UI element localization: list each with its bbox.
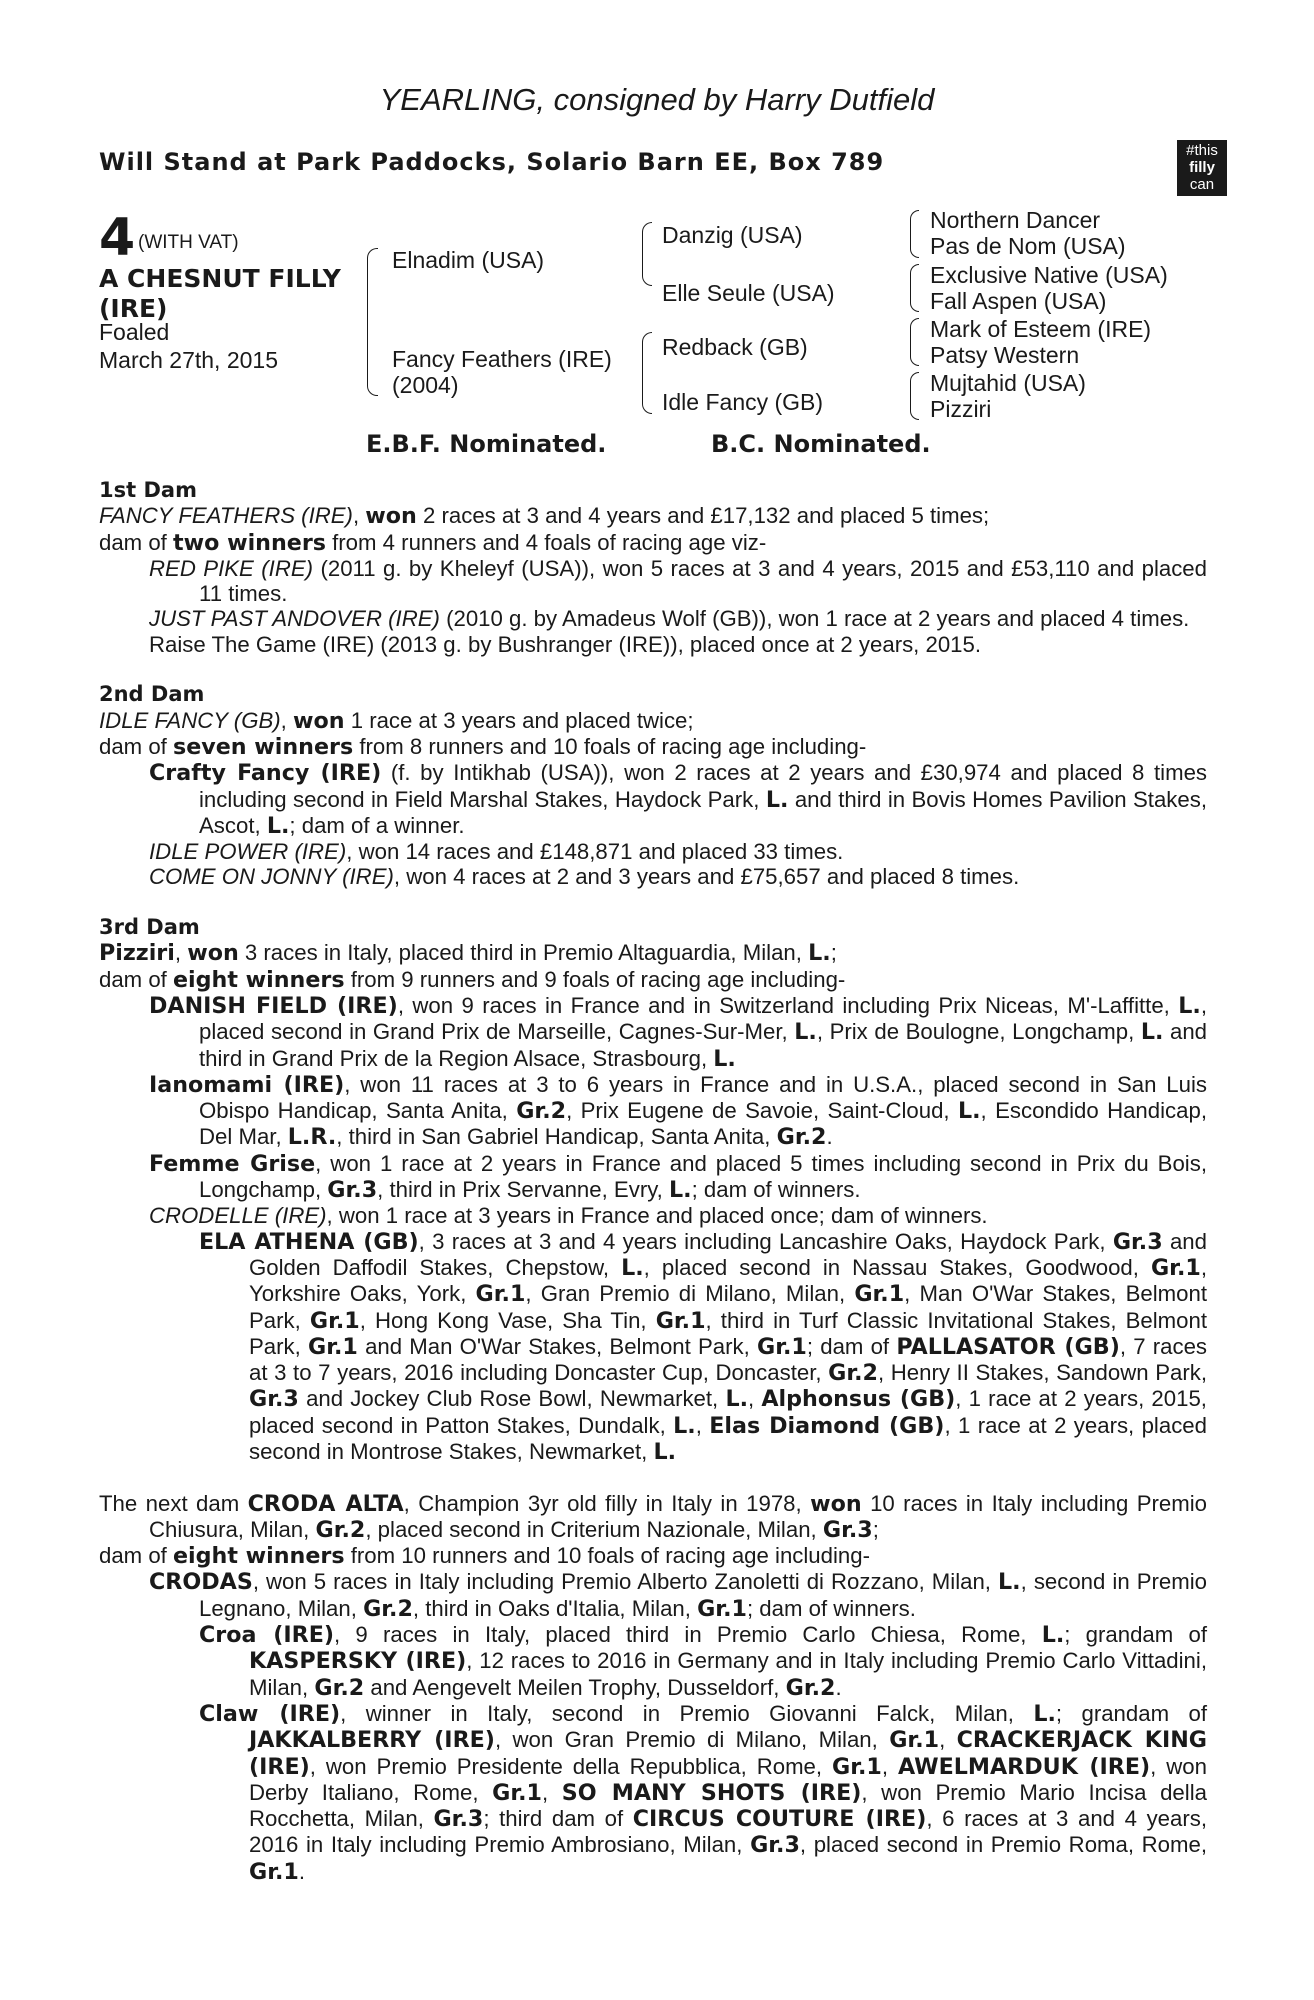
ebf-nominated: E.B.F. Nominated. bbox=[366, 430, 607, 458]
vat-note: (WITH VAT) bbox=[138, 232, 239, 253]
ancestor-3: Exclusive Native (USA) bbox=[930, 262, 1168, 288]
logo-line-3: can bbox=[1189, 176, 1215, 193]
lot-number: 4 bbox=[99, 208, 136, 268]
gen3-brace-1 bbox=[910, 210, 919, 258]
hashtag-logo bbox=[1177, 140, 1227, 196]
ancestor-8: Pizziri bbox=[930, 396, 992, 422]
gen3-brace-2 bbox=[910, 264, 919, 312]
third-dam-produce-summary: dam of eight winners from 9 runners and 9 foals of racing age including- bbox=[99, 966, 846, 993]
produce-crodas: CRODAS, won 5 races in Italy including Premio Alberto Zanoletti di Rozzano, Milan, L., second in Premio Legnano, Milan, Gr.2, third in Oaks d'Italia, Milan, Gr.1; dam of winners. bbox=[149, 1569, 1207, 1622]
ancestor-7: Mujtahid (USA) bbox=[930, 370, 1086, 396]
second-dam-heading: 2nd Dam bbox=[99, 682, 205, 707]
third-dam-record: Pizziri, won 3 races in Italy, placed third in Premio Altaguardia, Milan, L.; bbox=[99, 940, 837, 967]
sire-dam: Elle Seule (USA) bbox=[662, 280, 835, 306]
dam-name: Fancy Feathers (IRE) bbox=[392, 346, 612, 372]
produce-ianomami: Ianomami (IRE), won 11 races at 3 to 6 years in France and in U.S.A., placed second in San Luis Obispo Handicap, Santa Anita, Gr.2, Prix Eugene de Savoie, Saint-Cloud, L., Escondido Handicap, Del Mar, L.R., third in San Gabriel Handicap, Santa Anita, Gr.2. bbox=[149, 1071, 1207, 1151]
produce-ela-athena: ELA ATHENA (GB), 3 races at 3 and 4 years including Lancashire Oaks, Haydock Park, Gr.3 and Golden Daffodil Stakes, Chepstow, L., placed second in Nassau Stakes, Goodwood, Gr.1, Yorkshire Oaks, York, Gr.1, Gran Premio di Milano, Milan, Gr.1, Man O'War Stakes, Belmont Park, Gr.1, Hong Kong Vase, Sha Tin, Gr.1, third in Turf Classic Invitational Stakes, Belmont Park, Gr.1 and Man O'War Stakes, Belmont Park, Gr.1; dam of PALLASATOR (GB), 7 races at 3 to 7 years, 2016 including Doncaster Cup, Doncaster, Gr.2, Henry II Stakes, Sandown Park, Gr.3 and Jockey Club Rose Bowl, Newmarket, L., Alphonsus (GB), 1 race at 2 years, 2015, placed second in Patton Stakes, Dundalk, L., Elas Diamond (GB), 1 race at 2 years, placed second in Montrose Stakes, Newmarket, L. bbox=[199, 1228, 1208, 1465]
produce-raise-the-game: Raise The Game (IRE) (2013 g. by Bushranger (IRE)), placed once at 2 years, 2015. bbox=[149, 631, 982, 657]
first-dam-produce-summary: dam of two winners from 4 runners and 4 foals of racing age viz- bbox=[99, 529, 767, 556]
produce-red-pike: RED PIKE (IRE) (2011 g. by Kheleyf (USA)), won 5 races at 3 and 4 years, 2015 and £53,110 and placed 11 times. bbox=[149, 555, 1207, 607]
ancestor-6: Patsy Western bbox=[930, 342, 1080, 368]
produce-just-past-andover: JUST PAST ANDOVER (IRE) (2010 g. by Amadeus Wolf (GB)), won 1 race at 2 years and placed 4 times. bbox=[149, 606, 1190, 632]
sire-name: Elnadim (USA) bbox=[392, 247, 545, 273]
produce-croa: Croa (IRE), 9 races in Italy, placed third in Premio Carlo Chiesa, Rome, L.; grandam of KASPERSKY (IRE), 12 races to 2016 in Germany and in Italy including Premio Carlo Vittadini, Milan, Gr.2 and Aengevelt Meilen Trophy, Dusseldorf, Gr.2. bbox=[199, 1622, 1207, 1701]
produce-crodelle: CRODELLE (IRE), won 1 race at 3 years in France and placed once; dam of winners. bbox=[149, 1203, 988, 1229]
ancestor-1: Northern Dancer bbox=[930, 207, 1101, 233]
consignor-line: YEARLING, consigned by Harry Dutfield bbox=[379, 82, 935, 117]
next-dam-croda-alta: The next dam CRODA ALTA, Champion 3yr old filly in Italy in 1978, won 10 races in Italy including Premio Chiusura, Milan, Gr.2, placed second in Criterium Nazionale, Milan, Gr.3; bbox=[99, 1490, 1207, 1543]
bc-nominated: B.C. Nominated. bbox=[711, 430, 931, 458]
stabling-location: Will Stand at Park Paddocks, Solario Barn EE, Box 789 bbox=[99, 148, 885, 176]
produce-femme-grise: Femme Grise, won 1 race at 2 years in France and placed 5 times including second in Prix du Bois, Longchamp, Gr.3, third in Prix Servanne, Evry, L.; dam of winners. bbox=[149, 1150, 1207, 1204]
ancestor-5: Mark of Esteem (IRE) bbox=[930, 316, 1152, 342]
dam-year: (2004) bbox=[392, 372, 459, 398]
dam-parents-brace bbox=[642, 332, 652, 414]
sire-sire: Danzig (USA) bbox=[662, 222, 803, 248]
horse-description: A CHESNUT FILLY (IRE) bbox=[99, 264, 341, 323]
ancestor-2: Pas de Nom (USA) bbox=[930, 233, 1126, 259]
ancestor-4: Fall Aspen (USA) bbox=[930, 288, 1107, 314]
produce-danish-field: DANISH FIELD (IRE), won 9 races in France and in Switzerland including Prix Niceas, M'-Laffitte, L., placed second in Grand Prix de Marseille, Cagnes-Sur-Mer, L., Prix de Boulogne, Longchamp, L. and third in Grand Prix de la Region Alsace, Strasbourg, L. bbox=[149, 992, 1208, 1072]
sire-parents-brace bbox=[642, 222, 652, 286]
produce-crafty-fancy: Crafty Fancy (IRE) (f. by Intikhab (USA)), won 2 races at 2 years and £30,974 and placed 8 times including second in Field Marshal Stakes, Haydock Park, L. and third in Bovis Homes Pavilion Stakes, Ascot, L.; dam of a winner. bbox=[149, 760, 1208, 839]
second-dam-record: IDLE FANCY (GB), won 1 race at 3 years and placed twice; bbox=[99, 707, 694, 734]
foaled-label: Foaled bbox=[99, 319, 170, 345]
dam-line-text bbox=[99, 478, 1207, 1885]
produce-claw: Claw (IRE), winner in Italy, second in Premio Giovanni Falck, Milan, L.; grandam of JAKKALBERRY (IRE), won Gran Premio di Milano, Milan, Gr.1, CRACKERJACK KING (IRE), won Premio Presidente della Repubblica, Rome, Gr.1, AWELMARDUK (IRE), won Derby Italiano, Rome, Gr.1, SO MANY SHOTS (IRE), won Premio Mario Incisa della Rocchetta, Milan, Gr.3; third dam of CIRCUS COUTURE (IRE), 6 races at 3 and 4 years, 2016 in Italy including Premio Ambrosiano, Milan, Gr.3, placed second in Premio Roma, Rome, Gr.1. bbox=[199, 1700, 1208, 1885]
logo-line-2: filly bbox=[1189, 159, 1215, 176]
dam-sire: Redback (GB) bbox=[662, 334, 808, 360]
second-dam-produce-summary: dam of seven winners from 8 runners and 10 foals of racing age including- bbox=[99, 733, 867, 760]
third-dam-heading: 3rd Dam bbox=[99, 915, 200, 940]
produce-idle-power: IDLE POWER (IRE), won 14 races and £148,871 and placed 33 times. bbox=[149, 839, 844, 865]
foaling-info bbox=[99, 318, 379, 374]
gen3-brace-4 bbox=[910, 372, 919, 420]
first-dam-record: FANCY FEATHERS (IRE), won 2 races at 3 and 4 years and £17,132 and placed 5 times; bbox=[99, 503, 990, 530]
logo-line-1: #this bbox=[1186, 142, 1218, 159]
next-dam-produce-summary: dam of eight winners from 10 runners and 10 foals of racing age including- bbox=[99, 1543, 870, 1570]
produce-come-on-jonny: COME ON JONNY (IRE), won 4 races at 2 and 3 years and £75,657 and placed 8 times. bbox=[149, 864, 1020, 890]
foaled-date: March 27th, 2015 bbox=[99, 347, 279, 373]
sire-dam-brace bbox=[367, 248, 378, 396]
dam-dam: Idle Fancy (GB) bbox=[662, 389, 824, 415]
first-dam-heading: 1st Dam bbox=[99, 478, 197, 502]
gen3-brace-3 bbox=[910, 318, 919, 366]
